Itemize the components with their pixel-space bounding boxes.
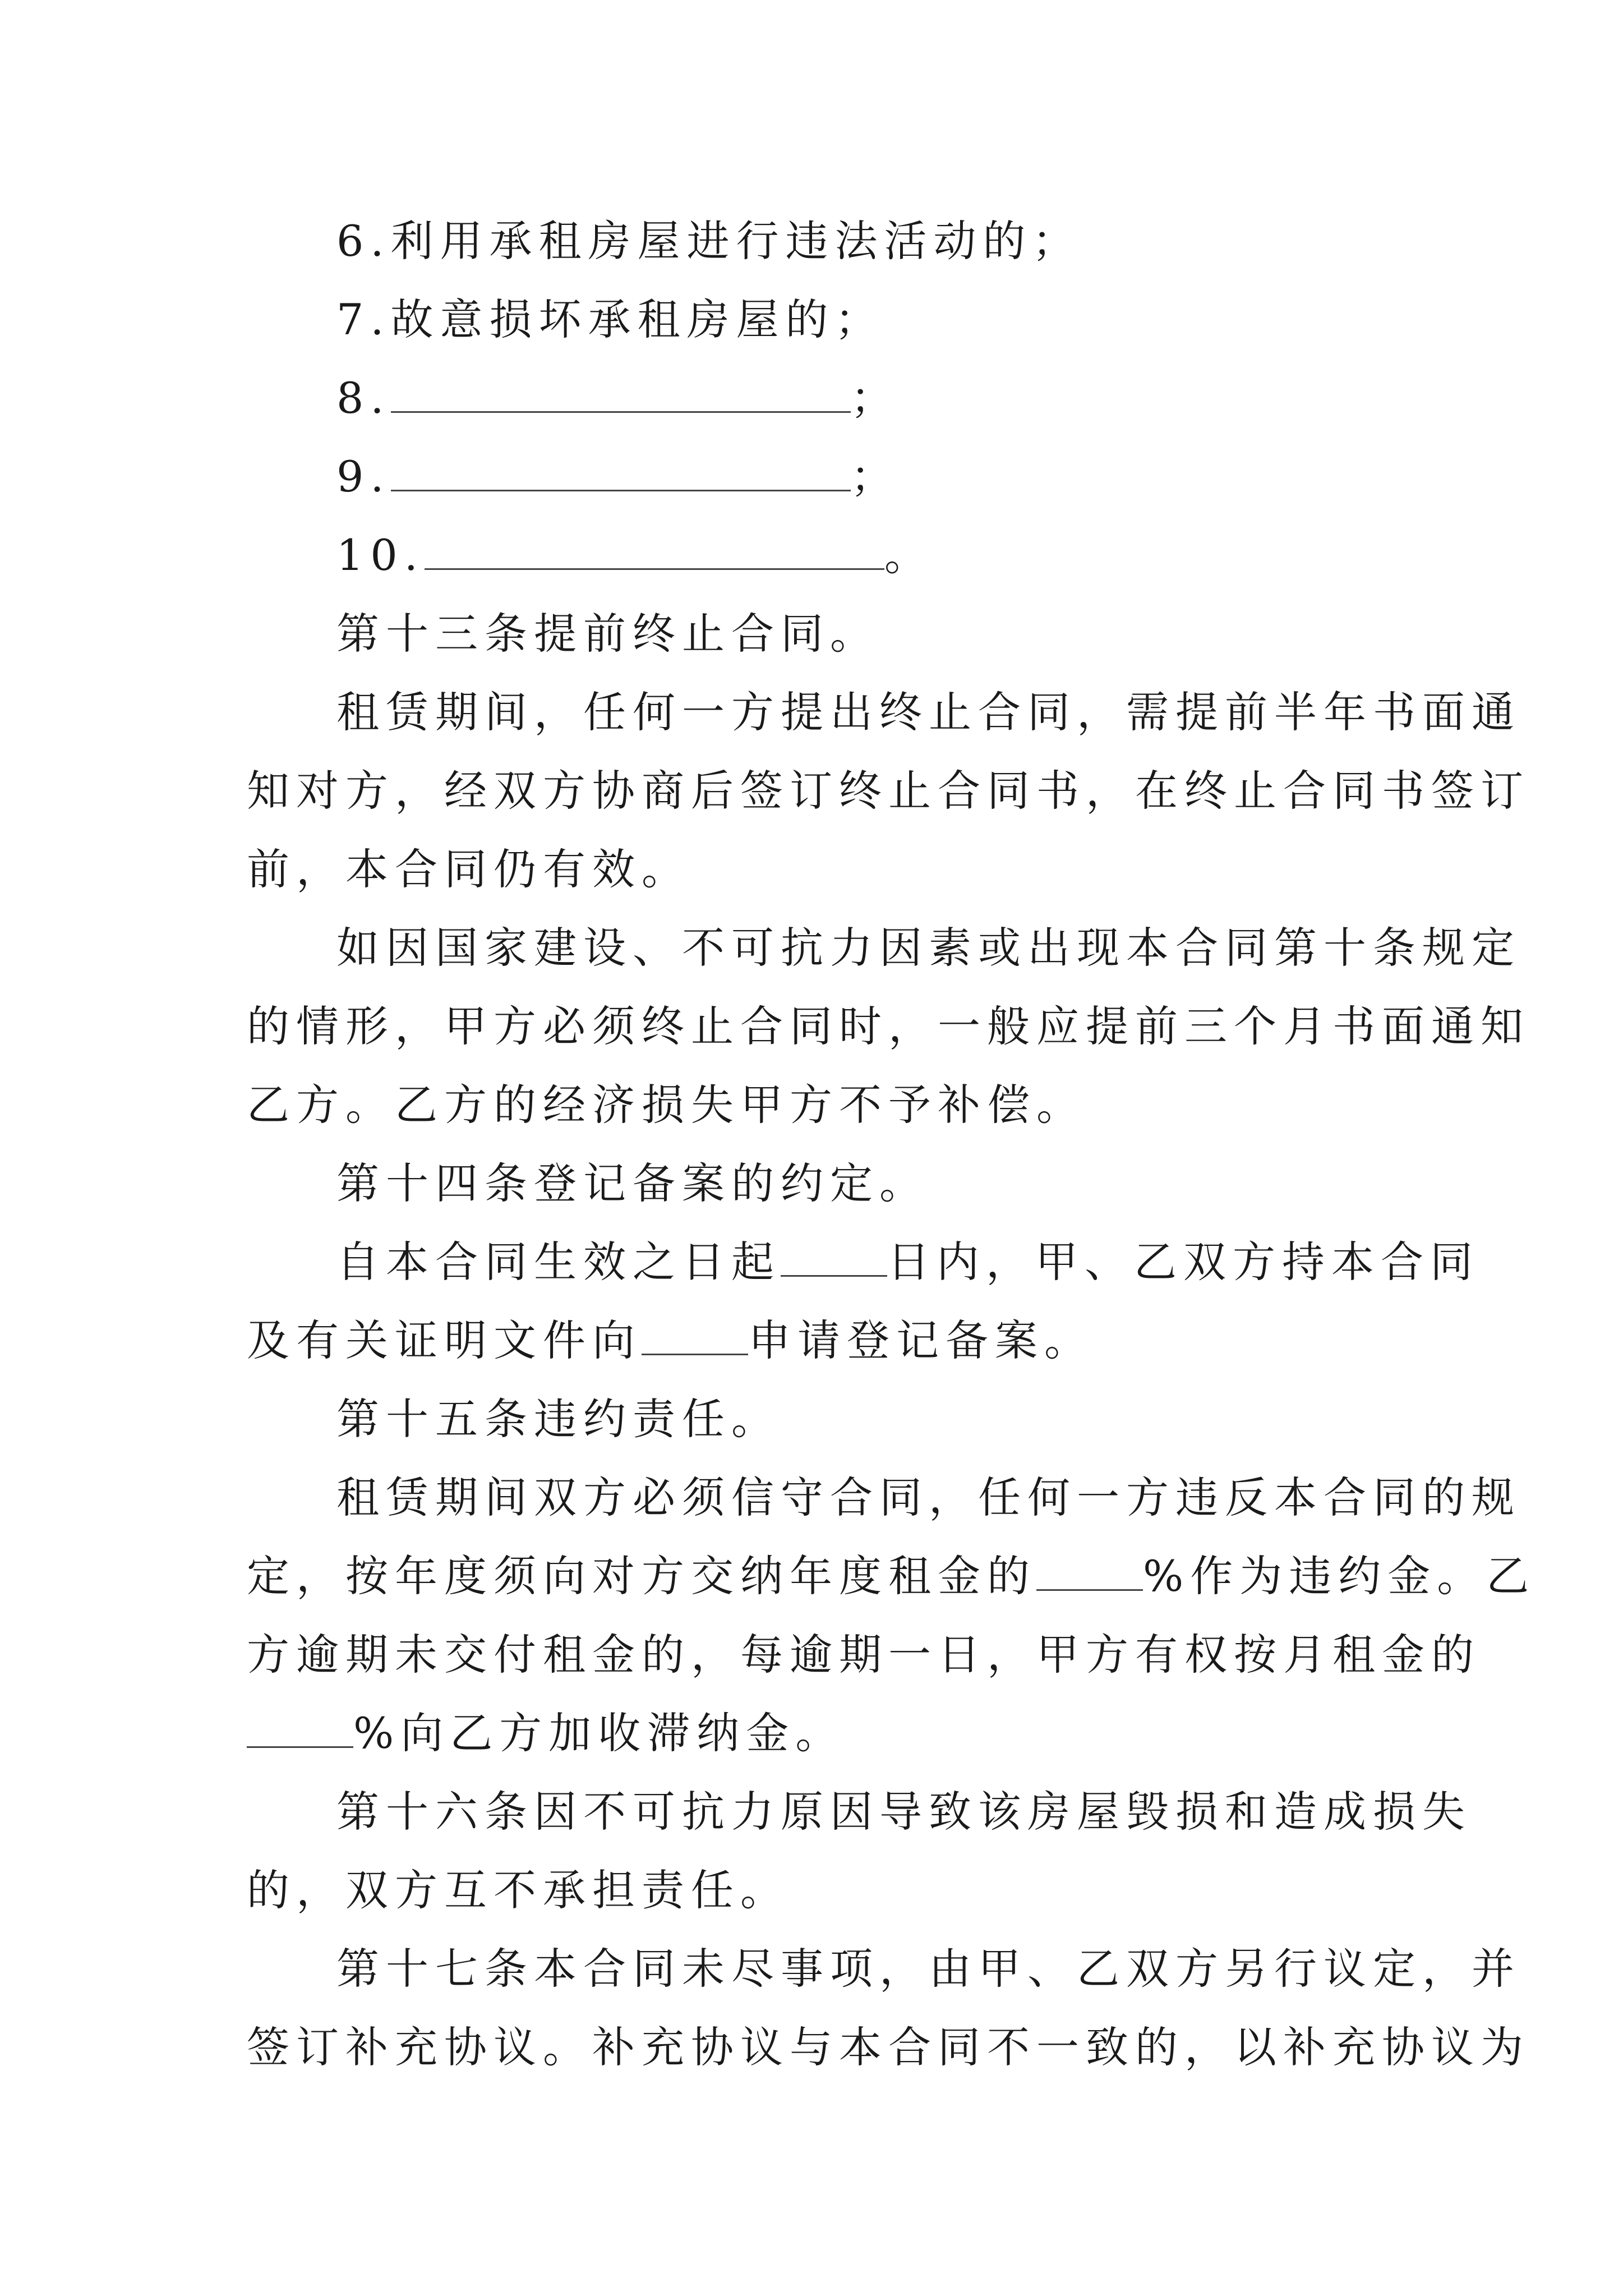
paragraph-line: 知对方，经双方协商后签订终止合同书，在终止合同书签订: [247, 766, 1530, 816]
item-number: 8.: [336, 373, 391, 423]
item-number: 10.: [336, 530, 425, 580]
clause-item-10: [247, 516, 1380, 595]
paragraph-line: 前，本合同仍有效。: [247, 844, 691, 894]
text-segment: 申请登记备案。: [748, 1315, 1094, 1365]
fill-in-blank: [391, 450, 851, 491]
item-punct: 。: [884, 530, 934, 580]
item-punct: ；: [850, 373, 900, 423]
fill-in-blank: [1036, 1550, 1143, 1591]
text-segment: 定，按年度须向对方交纳年度租金的: [247, 1551, 1036, 1601]
paragraph-line: [247, 1537, 1536, 1616]
fill-in-blank: [781, 1236, 887, 1277]
paragraph-line: 方逾期未交付租金的，每逾期一日，甲方有权按月租金的: [247, 1630, 1481, 1680]
article-17-text: 第十七条本合同未尽事项，由甲、乙双方另行议定，并: [336, 1944, 1521, 1994]
paragraph-line: 乙方。乙方的经济损失甲方不予补偿。: [247, 1080, 1086, 1130]
fill-in-blank: [391, 372, 851, 413]
text-segment: %作为违约金。乙: [1143, 1551, 1536, 1601]
clause-item-7: 7.故意损坏承租房屋的；: [336, 295, 884, 344]
fill-in-blank: [425, 529, 884, 570]
text-segment: 及有关证明文件向: [247, 1315, 642, 1365]
clause-item-6: 6.利用承租房屋进行违法活动的；: [336, 216, 1082, 266]
item-number: 9.: [336, 452, 391, 501]
paragraph-line: [247, 1694, 1380, 1773]
paragraph-line: [247, 1301, 1380, 1380]
paragraph-line: 的情形，甲方必须终止合同时，一般应提前三个月书面通知: [247, 1001, 1530, 1051]
article-16-text: 第十六条因不可抗力原因导致该房屋毁损和造成损失: [336, 1787, 1472, 1837]
paragraph-line: [247, 1223, 1479, 1301]
paragraph-line: 如因国家建设、不可抗力因素或出现本合同第十条规定: [336, 923, 1521, 973]
contract-text: [247, 202, 1536, 2087]
text-segment: 日内，甲、乙双方持本合同: [887, 1237, 1479, 1287]
paragraph-line: 的，双方互不承担责任。: [247, 1865, 790, 1915]
paragraph-line: 签订补充协议。补充协议与本合同不一致的，以补充协议为: [247, 2022, 1530, 2072]
article-14-heading: 第十四条登记备案的约定。: [336, 1158, 929, 1208]
paragraph-line: 租赁期间，任何一方提出终止合同，需提前半年书面通: [336, 687, 1521, 737]
fill-in-blank: [642, 1314, 748, 1355]
text-segment: %向乙方加收滞纳金。: [353, 1708, 845, 1758]
clause-item-9: [247, 438, 1380, 516]
fill-in-blank: [247, 1707, 353, 1748]
article-13-heading: 第十三条提前终止合同。: [336, 609, 879, 659]
paragraph-line: 租赁期间双方必须信守合同，任何一方违反本合同的规: [336, 1473, 1521, 1522]
article-15-heading: 第十五条违约责任。: [336, 1394, 781, 1444]
clause-item-8: [247, 359, 1380, 438]
item-punct: ；: [850, 452, 900, 501]
text-segment: 自本合同生效之日起: [336, 1237, 781, 1287]
